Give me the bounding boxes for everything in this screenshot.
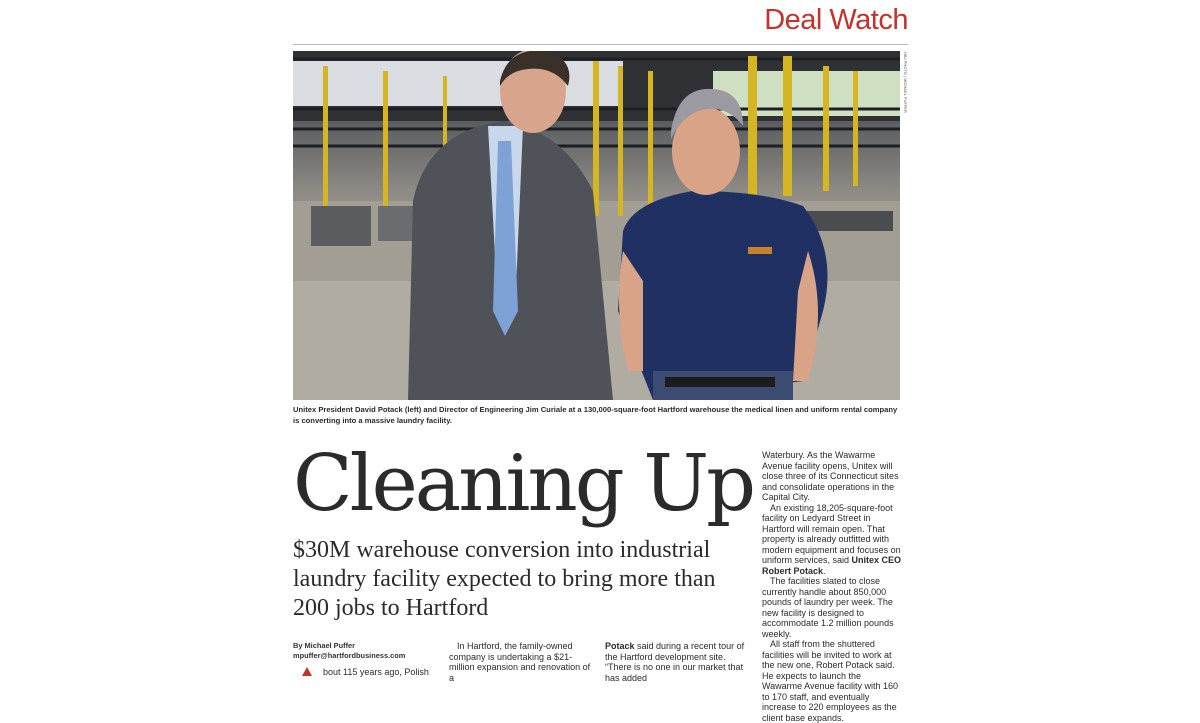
body-bold-name: Potack — [605, 641, 635, 651]
photo-credit: HBJ PHOTO | MICHAEL PUFFER — [903, 52, 908, 113]
body-paragraph: The facilities slated to close currently handle about 850,000 pounds of laundry per week. The new facility is designed to accommodate 1.2 million pounds weekly. — [762, 576, 894, 639]
body-bold-name: Unitex CEO Robert Potack — [762, 555, 902, 576]
section-label: Deal Watch — [764, 4, 908, 36]
body-paragraph: Waterbury. As the Wawarme Avenue facility opens, Unitex will close three of its Connecticut sites and consolidate operations in the Capital City. — [762, 450, 899, 502]
body-text: . — [823, 565, 826, 576]
article-photo — [293, 51, 900, 400]
body-paragraph — [762, 503, 902, 577]
body-paragraph — [605, 641, 751, 683]
body-paragraph: All staff from the shuttered facilities will be invited to work at the new one, Robert Potack said. He expects to launch the Wawarme Avenue facility with 160 to 170 staff, and eventually increase to 220 employees as the client base expands. — [762, 639, 899, 723]
top-rule — [293, 44, 908, 45]
magazine-page — [293, 0, 908, 723]
byline-author: By Michael Puffer — [293, 641, 356, 650]
body-column-1 — [323, 667, 443, 678]
body-text: An existing 18,205-square-foot facility on Ledyard Street in Hartford will remain open. That property is already outfitted with modern equipment and focuses on uniform services, said — [762, 502, 901, 565]
body-text: said during a recent tour of the Hartford development site. “There is no one in our market that has added — [605, 641, 745, 683]
byline — [293, 641, 405, 661]
body-column-3 — [605, 641, 751, 683]
headline: Cleaning Up — [293, 439, 754, 529]
body-paragraph: In Hartford, the family-owned company is undertaking a $21-million expansion and renovation of a — [449, 641, 591, 683]
byline-email[interactable]: mpuffer@hartfordbusiness.com — [293, 651, 406, 660]
warehouse-photo-illustration — [293, 51, 900, 400]
body-column-2 — [449, 641, 595, 683]
body-paragraph: bout 115 years ago, Polish — [323, 667, 429, 677]
body-column-4 — [762, 450, 902, 723]
photo-caption: Unitex President David Potack (left) and Director of Engineering Jim Curiale at a 130,000-square-foot Hartford warehouse the medical linen and uniform rental company is converting into a massive laundry facility. — [293, 405, 898, 425]
subhead: $30M warehouse conversion into industrial laundry facility expected to bring more than 200 jobs to Hartford — [293, 537, 716, 621]
